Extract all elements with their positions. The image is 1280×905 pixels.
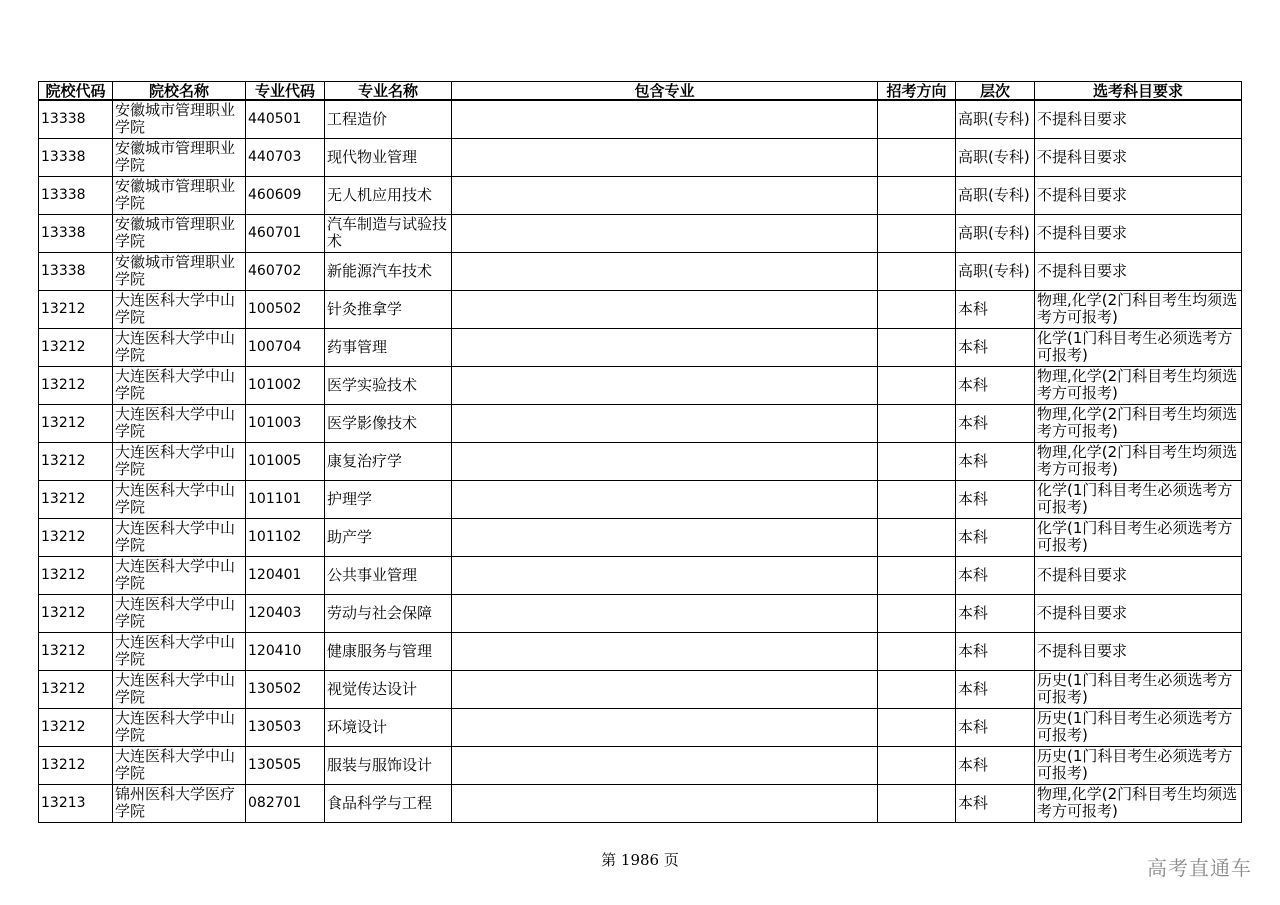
school-name-cell: 安徽城市管理职业学院 — [113, 176, 246, 214]
subject-requirements-cell: 历史(1门科目考生必须选考方可报考) — [1035, 708, 1242, 746]
school-code-cell: 13212 — [39, 746, 113, 784]
included-majors-cell — [452, 138, 878, 176]
header-level: 层次 — [956, 82, 1035, 101]
school-name-cell: 大连医科大学中山学院 — [113, 746, 246, 784]
included-majors-cell — [452, 746, 878, 784]
included-majors-cell — [452, 328, 878, 366]
major-code-cell: 100502 — [246, 290, 325, 328]
subject-requirements-cell: 物理,化学(2门科目考生均须选考方可报考) — [1035, 404, 1242, 442]
subject-requirements-cell: 不提科目要求 — [1035, 176, 1242, 214]
school-code-cell: 13338 — [39, 214, 113, 252]
direction-cell — [878, 252, 956, 290]
major-name-cell: 食品科学与工程 — [325, 784, 452, 822]
direction-cell — [878, 480, 956, 518]
school-code-cell: 13212 — [39, 670, 113, 708]
header-major-code: 专业代码 — [246, 82, 325, 101]
major-code-cell: 460609 — [246, 176, 325, 214]
major-code-cell: 101003 — [246, 404, 325, 442]
major-name-cell: 劳动与社会保障 — [325, 594, 452, 632]
table-row — [39, 670, 1242, 708]
school-name-cell: 大连医科大学中山学院 — [113, 632, 246, 670]
included-majors-cell — [452, 594, 878, 632]
major-name-cell: 医学影像技术 — [325, 404, 452, 442]
school-name-cell: 大连医科大学中山学院 — [113, 442, 246, 480]
header-school-name: 院校名称 — [113, 82, 246, 101]
level-cell: 高职(专科) — [956, 214, 1035, 252]
school-code-cell: 13212 — [39, 290, 113, 328]
school-name-cell: 大连医科大学中山学院 — [113, 480, 246, 518]
direction-cell — [878, 290, 956, 328]
school-code-cell: 13338 — [39, 252, 113, 290]
school-code-cell: 13212 — [39, 366, 113, 404]
level-cell: 高职(专科) — [956, 100, 1035, 138]
major-name-cell: 公共事业管理 — [325, 556, 452, 594]
table-row — [39, 290, 1242, 328]
included-majors-cell — [452, 366, 878, 404]
major-name-cell: 药事管理 — [325, 328, 452, 366]
level-cell: 高职(专科) — [956, 138, 1035, 176]
major-name-cell: 健康服务与管理 — [325, 632, 452, 670]
level-cell: 本科 — [956, 594, 1035, 632]
subject-requirements-cell: 不提科目要求 — [1035, 138, 1242, 176]
major-code-cell: 120410 — [246, 632, 325, 670]
school-name-cell: 大连医科大学中山学院 — [113, 594, 246, 632]
table-row — [39, 746, 1242, 784]
direction-cell — [878, 214, 956, 252]
table-row — [39, 100, 1242, 138]
school-code-cell: 13212 — [39, 708, 113, 746]
major-code-cell: 100704 — [246, 328, 325, 366]
included-majors-cell — [452, 290, 878, 328]
school-name-cell: 安徽城市管理职业学院 — [113, 252, 246, 290]
included-majors-cell — [452, 632, 878, 670]
school-name-cell: 大连医科大学中山学院 — [113, 404, 246, 442]
table-row — [39, 404, 1242, 442]
included-majors-cell — [452, 100, 878, 138]
major-name-cell: 环境设计 — [325, 708, 452, 746]
school-name-cell: 大连医科大学中山学院 — [113, 670, 246, 708]
table-header-row — [39, 82, 1242, 101]
major-name-cell: 康复治疗学 — [325, 442, 452, 480]
watermark: 高考直通车 — [1147, 856, 1252, 880]
page-number: 第 1986 页 — [601, 851, 679, 869]
major-code-cell: 440703 — [246, 138, 325, 176]
included-majors-cell — [452, 176, 878, 214]
school-code-cell: 13212 — [39, 328, 113, 366]
school-name-cell: 大连医科大学中山学院 — [113, 328, 246, 366]
school-code-cell: 13212 — [39, 594, 113, 632]
major-name-cell: 现代物业管理 — [325, 138, 452, 176]
direction-cell — [878, 746, 956, 784]
school-code-cell: 13212 — [39, 442, 113, 480]
major-name-cell: 工程造价 — [325, 100, 452, 138]
school-code-cell: 13338 — [39, 100, 113, 138]
included-majors-cell — [452, 480, 878, 518]
table-row — [39, 518, 1242, 556]
level-cell: 本科 — [956, 518, 1035, 556]
major-code-cell: 460701 — [246, 214, 325, 252]
level-cell: 本科 — [956, 784, 1035, 822]
level-cell: 本科 — [956, 290, 1035, 328]
direction-cell — [878, 138, 956, 176]
school-name-cell: 锦州医科大学医疗学院 — [113, 784, 246, 822]
major-code-cell: 120403 — [246, 594, 325, 632]
major-name-cell: 助产学 — [325, 518, 452, 556]
major-code-cell: 460702 — [246, 252, 325, 290]
direction-cell — [878, 708, 956, 746]
major-code-cell: 101005 — [246, 442, 325, 480]
included-majors-cell — [452, 518, 878, 556]
direction-cell — [878, 366, 956, 404]
included-majors-cell — [452, 784, 878, 822]
level-cell: 本科 — [956, 746, 1035, 784]
header-subject-requirements: 选考科目要求 — [1035, 82, 1242, 101]
subject-requirements-cell: 物理,化学(2门科目考生均须选考方可报考) — [1035, 442, 1242, 480]
direction-cell — [878, 442, 956, 480]
table-body — [39, 100, 1242, 822]
subject-requirements-cell: 物理,化学(2门科目考生均须选考方可报考) — [1035, 784, 1242, 822]
header-major-name: 专业名称 — [325, 82, 452, 101]
level-cell: 本科 — [956, 480, 1035, 518]
table-row — [39, 480, 1242, 518]
school-code-cell: 13338 — [39, 176, 113, 214]
table-row — [39, 214, 1242, 252]
level-cell: 本科 — [956, 366, 1035, 404]
included-majors-cell — [452, 556, 878, 594]
major-code-cell: 101002 — [246, 366, 325, 404]
table-row — [39, 594, 1242, 632]
major-name-cell: 服装与服饰设计 — [325, 746, 452, 784]
direction-cell — [878, 784, 956, 822]
subject-requirements-cell: 化学(1门科目考生必须选考方可报考) — [1035, 518, 1242, 556]
level-cell: 高职(专科) — [956, 252, 1035, 290]
school-name-cell: 大连医科大学中山学院 — [113, 518, 246, 556]
direction-cell — [878, 594, 956, 632]
school-name-cell: 大连医科大学中山学院 — [113, 708, 246, 746]
major-code-cell: 130502 — [246, 670, 325, 708]
subject-requirements-cell: 不提科目要求 — [1035, 214, 1242, 252]
school-code-cell: 13212 — [39, 556, 113, 594]
level-cell: 本科 — [956, 632, 1035, 670]
subject-requirements-cell: 不提科目要求 — [1035, 556, 1242, 594]
major-name-cell: 医学实验技术 — [325, 366, 452, 404]
major-code-cell: 130503 — [246, 708, 325, 746]
major-name-cell: 护理学 — [325, 480, 452, 518]
subject-requirements-cell: 历史(1门科目考生必须选考方可报考) — [1035, 746, 1242, 784]
level-cell: 本科 — [956, 556, 1035, 594]
school-name-cell: 大连医科大学中山学院 — [113, 556, 246, 594]
included-majors-cell — [452, 252, 878, 290]
subject-requirements-cell: 化学(1门科目考生必须选考方可报考) — [1035, 328, 1242, 366]
major-code-cell: 130505 — [246, 746, 325, 784]
included-majors-cell — [452, 442, 878, 480]
school-name-cell: 安徽城市管理职业学院 — [113, 138, 246, 176]
major-name-cell: 针灸推拿学 — [325, 290, 452, 328]
table-row — [39, 328, 1242, 366]
level-cell: 本科 — [956, 328, 1035, 366]
major-code-cell: 101102 — [246, 518, 325, 556]
school-name-cell: 安徽城市管理职业学院 — [113, 100, 246, 138]
subject-requirements-cell: 不提科目要求 — [1035, 252, 1242, 290]
major-code-cell: 082701 — [246, 784, 325, 822]
school-code-cell: 13213 — [39, 784, 113, 822]
major-name-cell: 无人机应用技术 — [325, 176, 452, 214]
subject-requirements-cell: 不提科目要求 — [1035, 100, 1242, 138]
direction-cell — [878, 404, 956, 442]
school-name-cell: 大连医科大学中山学院 — [113, 290, 246, 328]
subject-requirements-cell: 化学(1门科目考生必须选考方可报考) — [1035, 480, 1242, 518]
level-cell: 本科 — [956, 442, 1035, 480]
table-row — [39, 252, 1242, 290]
table-row — [39, 366, 1242, 404]
direction-cell — [878, 670, 956, 708]
major-name-cell: 汽车制造与试验技术 — [325, 214, 452, 252]
level-cell: 高职(专科) — [956, 176, 1035, 214]
header-included-majors: 包含专业 — [452, 82, 878, 101]
included-majors-cell — [452, 670, 878, 708]
table-row — [39, 442, 1242, 480]
table-row — [39, 176, 1242, 214]
major-code-cell: 101101 — [246, 480, 325, 518]
subject-requirements-cell: 物理,化学(2门科目考生均须选考方可报考) — [1035, 290, 1242, 328]
admissions-table — [38, 81, 1242, 823]
major-name-cell: 新能源汽车技术 — [325, 252, 452, 290]
direction-cell — [878, 328, 956, 366]
school-code-cell: 13338 — [39, 138, 113, 176]
school-code-cell: 13212 — [39, 632, 113, 670]
direction-cell — [878, 518, 956, 556]
direction-cell — [878, 100, 956, 138]
included-majors-cell — [452, 214, 878, 252]
level-cell: 本科 — [956, 670, 1035, 708]
table-row — [39, 784, 1242, 822]
included-majors-cell — [452, 708, 878, 746]
school-name-cell: 安徽城市管理职业学院 — [113, 214, 246, 252]
school-code-cell: 13212 — [39, 480, 113, 518]
level-cell: 本科 — [956, 708, 1035, 746]
direction-cell — [878, 556, 956, 594]
major-code-cell: 120401 — [246, 556, 325, 594]
table-row — [39, 138, 1242, 176]
major-code-cell: 440501 — [246, 100, 325, 138]
table-row — [39, 556, 1242, 594]
level-cell: 本科 — [956, 404, 1035, 442]
table-row — [39, 632, 1242, 670]
subject-requirements-cell: 物理,化学(2门科目考生均须选考方可报考) — [1035, 366, 1242, 404]
direction-cell — [878, 632, 956, 670]
header-school-code: 院校代码 — [39, 82, 113, 101]
school-code-cell: 13212 — [39, 404, 113, 442]
direction-cell — [878, 176, 956, 214]
subject-requirements-cell: 不提科目要求 — [1035, 594, 1242, 632]
major-name-cell: 视觉传达设计 — [325, 670, 452, 708]
included-majors-cell — [452, 404, 878, 442]
school-name-cell: 大连医科大学中山学院 — [113, 366, 246, 404]
school-code-cell: 13212 — [39, 518, 113, 556]
table-row — [39, 708, 1242, 746]
subject-requirements-cell: 历史(1门科目考生必须选考方可报考) — [1035, 670, 1242, 708]
header-direction: 招考方向 — [878, 82, 956, 101]
subject-requirements-cell: 不提科目要求 — [1035, 632, 1242, 670]
